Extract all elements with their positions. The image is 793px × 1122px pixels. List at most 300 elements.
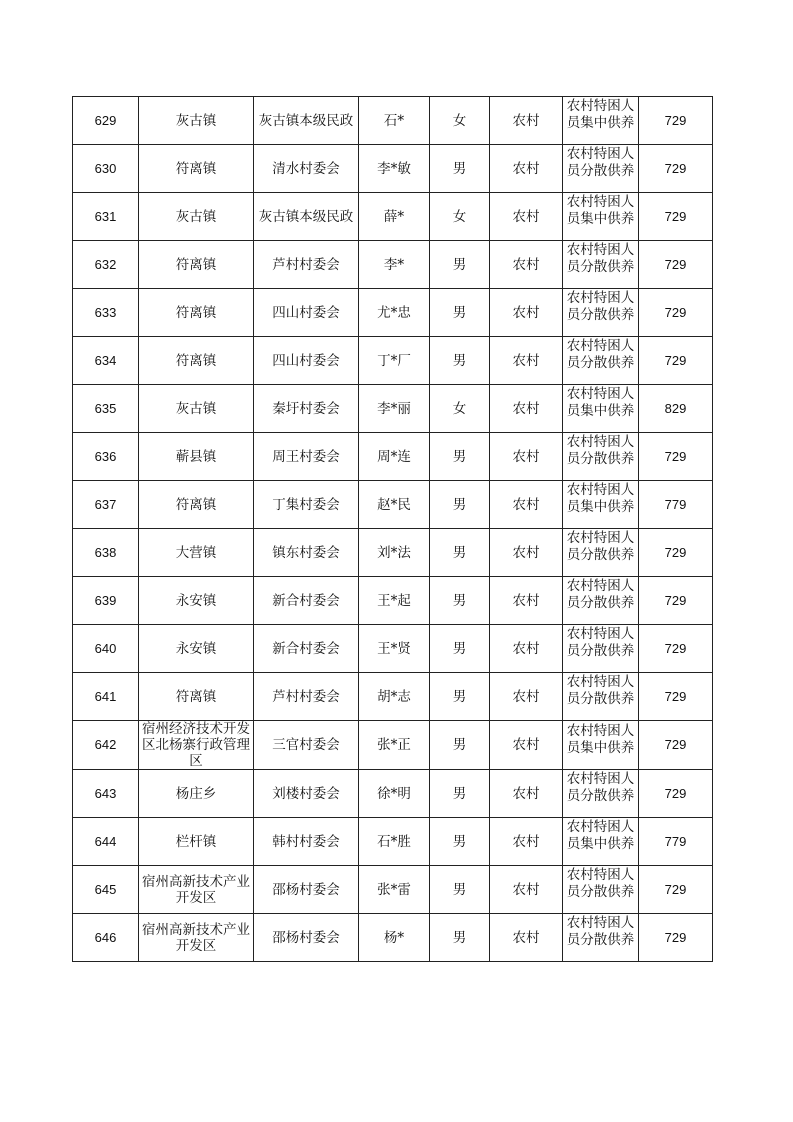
name-text: 李*敏 [377,160,411,177]
area-cell [490,97,563,145]
area-text: 农村 [512,544,540,561]
name-cell [359,866,430,914]
amount-cell [639,289,713,337]
category-text: 农村特困人员分散供养 [566,146,635,179]
town-text: 大营镇 [175,544,217,561]
gender-text: 男 [452,304,467,321]
amount-text: 779 [664,833,687,849]
town-text: 永安镇 [175,640,217,657]
town-text: 宿州高新技术产业开发区 [142,873,250,906]
town-cell [139,577,254,625]
row-number-text: 629 [94,112,117,128]
area-cell [490,193,563,241]
row-number-cell [73,866,139,914]
town-cell [139,337,254,385]
town-cell [139,625,254,673]
area-text: 农村 [512,160,540,177]
amount-text: 729 [664,304,687,320]
town-text: 栏杆镇 [175,833,217,850]
town-text: 符离镇 [175,160,217,177]
town-cell [139,385,254,433]
name-text: 胡*志 [377,688,411,705]
area-text: 农村 [512,208,540,225]
name-cell [359,721,430,770]
category-cell [563,433,639,481]
amount-text: 729 [664,160,687,176]
gender-cell [430,385,490,433]
name-cell [359,625,430,673]
row-number-cell [73,241,139,289]
gender-text: 女 [452,400,467,417]
committee-cell [254,481,359,529]
table-row [73,145,713,193]
amount-cell [639,866,713,914]
name-text: 杨* [383,929,405,946]
gender-cell [430,721,490,770]
town-cell [139,193,254,241]
row-number-cell [73,97,139,145]
row-number-cell [73,770,139,818]
name-cell [359,289,430,337]
name-text: 王*贤 [377,640,411,657]
gender-text: 男 [452,640,467,657]
town-text: 符离镇 [175,352,217,369]
committee-text: 新合村委会 [272,592,340,609]
town-text: 符离镇 [175,688,217,705]
gender-text: 男 [452,929,467,946]
area-text: 农村 [512,833,540,850]
name-text: 周*连 [377,448,411,465]
area-cell [490,914,563,962]
amount-cell [639,577,713,625]
name-text: 张*正 [377,737,411,753]
gender-cell [430,673,490,721]
table-row [73,721,713,770]
row-number-text: 645 [94,881,117,897]
area-cell [490,673,563,721]
committee-cell [254,97,359,145]
gender-cell [430,625,490,673]
area-cell [490,241,563,289]
town-cell [139,97,254,145]
gender-text: 男 [452,256,467,273]
area-cell [490,625,563,673]
area-text: 农村 [512,256,540,273]
amount-text: 829 [664,400,687,416]
gender-text: 男 [452,592,467,609]
committee-cell [254,337,359,385]
gender-cell [430,866,490,914]
row-number-text: 643 [94,785,117,801]
committee-text: 丁集村委会 [272,496,340,513]
category-cell [563,241,639,289]
amount-text: 729 [664,208,687,224]
name-cell [359,818,430,866]
row-number-cell [73,577,139,625]
name-cell [359,241,430,289]
category-cell [563,673,639,721]
row-number-cell [73,673,139,721]
row-number-cell [73,193,139,241]
amount-text: 729 [664,448,687,464]
area-cell [490,145,563,193]
amount-cell [639,193,713,241]
row-number-text: 642 [94,737,117,752]
row-number-text: 631 [94,208,117,224]
table-row [73,818,713,866]
table-row [73,97,713,145]
row-number-text: 639 [94,592,117,608]
gender-cell [430,529,490,577]
category-cell [563,625,639,673]
gender-text: 男 [452,688,467,705]
name-text: 李*丽 [377,400,411,417]
committee-cell [254,385,359,433]
area-text: 农村 [512,881,540,898]
committee-text: 灰古镇本级民政 [258,112,354,129]
committee-cell [254,289,359,337]
town-cell [139,673,254,721]
table-row [73,433,713,481]
category-text: 农村特困人员分散供养 [566,626,635,659]
name-text: 李* [383,256,405,273]
area-text: 农村 [512,448,540,465]
committee-cell [254,433,359,481]
area-cell [490,433,563,481]
amount-cell [639,625,713,673]
gender-text: 男 [452,785,467,802]
town-text: 符离镇 [175,256,217,273]
table-row [73,289,713,337]
table-row [73,866,713,914]
gender-cell [430,97,490,145]
amount-cell [639,433,713,481]
name-cell [359,529,430,577]
amount-text: 729 [664,929,687,945]
area-cell [490,866,563,914]
category-cell [563,721,639,770]
category-text: 农村特困人员分散供养 [566,578,635,611]
area-cell [490,770,563,818]
gender-cell [430,577,490,625]
table-row [73,385,713,433]
row-number-text: 644 [94,833,117,849]
row-number-cell [73,385,139,433]
committee-text: 镇东村委会 [272,544,340,561]
town-cell [139,866,254,914]
town-cell [139,241,254,289]
name-text: 赵*民 [377,496,411,513]
town-cell [139,529,254,577]
town-text: 蕲县镇 [175,448,217,465]
gender-cell [430,818,490,866]
area-text: 农村 [512,688,540,705]
town-text: 灰古镇 [175,400,217,417]
category-cell [563,289,639,337]
row-number-cell [73,337,139,385]
area-text: 农村 [512,400,540,417]
row-number-text: 633 [94,304,117,320]
gender-cell [430,770,490,818]
row-number-cell [73,818,139,866]
category-cell [563,577,639,625]
amount-text: 729 [664,256,687,272]
town-cell [139,433,254,481]
committee-cell [254,529,359,577]
amount-text: 729 [664,785,687,801]
amount-cell [639,721,713,770]
name-text: 石*胜 [377,833,411,850]
area-text: 农村 [512,592,540,609]
category-cell [563,337,639,385]
committee-text: 韩村村委会 [272,833,340,850]
gender-text: 男 [452,496,467,513]
name-cell [359,145,430,193]
committee-cell [254,625,359,673]
town-cell [139,481,254,529]
category-text: 农村特困人员集中供养 [566,98,635,131]
name-cell [359,385,430,433]
category-cell [563,818,639,866]
category-cell [563,385,639,433]
table-row [73,241,713,289]
category-text: 农村特困人员分散供养 [566,434,635,467]
name-cell [359,337,430,385]
row-number-text: 646 [94,929,117,945]
row-number-text: 638 [94,544,117,560]
name-text: 徐*明 [377,785,411,802]
committee-text: 邵杨村委会 [272,881,340,898]
committee-cell [254,577,359,625]
table-row [73,673,713,721]
town-cell [139,818,254,866]
row-number-text: 640 [94,640,117,656]
amount-cell [639,97,713,145]
committee-cell [254,241,359,289]
category-cell [563,770,639,818]
committee-text: 芦村村委会 [272,256,340,273]
committee-cell [254,145,359,193]
row-number-cell [73,289,139,337]
row-number-text: 635 [94,400,117,416]
category-cell [563,193,639,241]
area-cell [490,337,563,385]
committee-cell [254,193,359,241]
town-text: 宿州经济技术开发区北杨寨行政管理区 [142,721,250,769]
name-cell [359,433,430,481]
amount-cell [639,385,713,433]
name-text: 王*起 [377,592,411,609]
amount-text: 779 [664,496,687,512]
gender-cell [430,193,490,241]
committee-cell [254,914,359,962]
row-number-text: 636 [94,448,117,464]
gender-cell [430,289,490,337]
row-number-cell [73,433,139,481]
category-text: 农村特困人员分散供养 [566,338,635,371]
town-text: 宿州高新技术产业开发区 [142,921,250,954]
category-cell [563,866,639,914]
gender-text: 男 [452,737,467,753]
row-number-cell [73,721,139,770]
amount-text: 729 [664,112,687,128]
area-text: 农村 [512,785,540,802]
committee-text: 秦圩村委会 [272,400,340,417]
category-text: 农村特困人员分散供养 [566,915,635,948]
area-text: 农村 [512,640,540,657]
table-row [73,337,713,385]
category-text: 农村特困人员分散供养 [566,867,635,900]
table-row [73,577,713,625]
category-text: 农村特困人员分散供养 [566,242,635,275]
name-cell [359,481,430,529]
row-number-text: 634 [94,352,117,368]
amount-text: 729 [664,737,687,752]
category-cell [563,529,639,577]
committee-cell [254,721,359,770]
table-row [73,914,713,962]
gender-text: 男 [452,881,467,898]
committee-cell [254,866,359,914]
committee-text: 新合村委会 [272,640,340,657]
area-cell [490,289,563,337]
amount-text: 729 [664,592,687,608]
amount-cell [639,145,713,193]
amount-cell [639,770,713,818]
category-text: 农村特困人员集中供养 [566,482,635,515]
committee-text: 四山村委会 [272,304,340,321]
committee-cell [254,673,359,721]
row-number-text: 630 [94,160,117,176]
name-text: 张*雷 [377,881,411,898]
town-text: 灰古镇 [175,208,217,225]
row-number-cell [73,625,139,673]
gender-text: 男 [452,160,467,177]
area-text: 农村 [512,112,540,129]
town-text: 符离镇 [175,304,217,321]
name-cell [359,770,430,818]
area-cell [490,481,563,529]
category-cell [563,914,639,962]
amount-cell [639,818,713,866]
gender-text: 男 [452,352,467,369]
amount-text: 729 [664,688,687,704]
category-text: 农村特困人员分散供养 [566,674,635,707]
category-cell [563,145,639,193]
name-cell [359,914,430,962]
town-text: 杨庄乡 [175,785,217,802]
table-row [73,193,713,241]
category-text: 农村特困人员分散供养 [566,290,635,323]
category-text: 农村特困人员集中供养 [566,194,635,227]
town-cell [139,145,254,193]
table-row [73,770,713,818]
committee-cell [254,770,359,818]
name-text: 刘*法 [377,544,411,561]
row-number-cell [73,145,139,193]
row-number-text: 632 [94,256,117,272]
name-text: 石* [383,112,405,129]
committee-text: 芦村村委会 [272,688,340,705]
amount-cell [639,337,713,385]
amount-text: 729 [664,881,687,897]
amount-cell [639,673,713,721]
committee-cell [254,818,359,866]
relief-recipient-table [72,96,713,962]
table-body [73,97,713,962]
row-number-text: 641 [94,688,117,704]
committee-text: 清水村委会 [272,160,340,177]
name-text: 尤*忠 [377,304,411,321]
committee-text: 三官村委会 [272,737,340,753]
amount-cell [639,529,713,577]
category-cell [563,97,639,145]
committee-text: 四山村委会 [272,352,340,369]
category-text: 农村特困人员分散供养 [566,530,635,563]
row-number-cell [73,529,139,577]
row-number-text: 637 [94,496,117,512]
area-text: 农村 [512,352,540,369]
table-row [73,529,713,577]
area-text: 农村 [512,737,540,753]
category-text: 农村特困人员分散供养 [566,771,635,804]
amount-text: 729 [664,640,687,656]
row-number-cell [73,914,139,962]
committee-text: 灰古镇本级民政 [258,208,354,225]
amount-cell [639,241,713,289]
gender-cell [430,337,490,385]
name-cell [359,673,430,721]
area-cell [490,818,563,866]
category-text: 农村特困人员集中供养 [566,386,635,419]
town-cell [139,289,254,337]
gender-text: 男 [452,448,467,465]
name-text: 薛* [383,208,405,225]
gender-cell [430,481,490,529]
area-cell [490,385,563,433]
committee-text: 邵杨村委会 [272,929,340,946]
town-cell [139,914,254,962]
area-text: 农村 [512,496,540,513]
committee-text: 周王村委会 [272,448,340,465]
gender-cell [430,145,490,193]
name-cell [359,577,430,625]
area-text: 农村 [512,304,540,321]
area-cell [490,577,563,625]
gender-text: 女 [452,112,467,129]
name-text: 丁*厂 [377,352,411,369]
amount-cell [639,914,713,962]
table-row [73,481,713,529]
category-text: 农村特困人员集中供养 [566,819,635,852]
gender-cell [430,241,490,289]
name-cell [359,97,430,145]
gender-text: 女 [452,208,467,225]
gender-cell [430,433,490,481]
town-text: 符离镇 [175,496,217,513]
area-cell [490,529,563,577]
amount-text: 729 [664,544,687,560]
committee-text: 刘楼村委会 [272,785,340,802]
area-cell [490,721,563,770]
town-cell [139,721,254,770]
category-text: 农村特困人员集中供养 [566,722,635,756]
town-cell [139,770,254,818]
area-text: 农村 [512,929,540,946]
table-row [73,625,713,673]
gender-cell [430,914,490,962]
row-number-cell [73,481,139,529]
